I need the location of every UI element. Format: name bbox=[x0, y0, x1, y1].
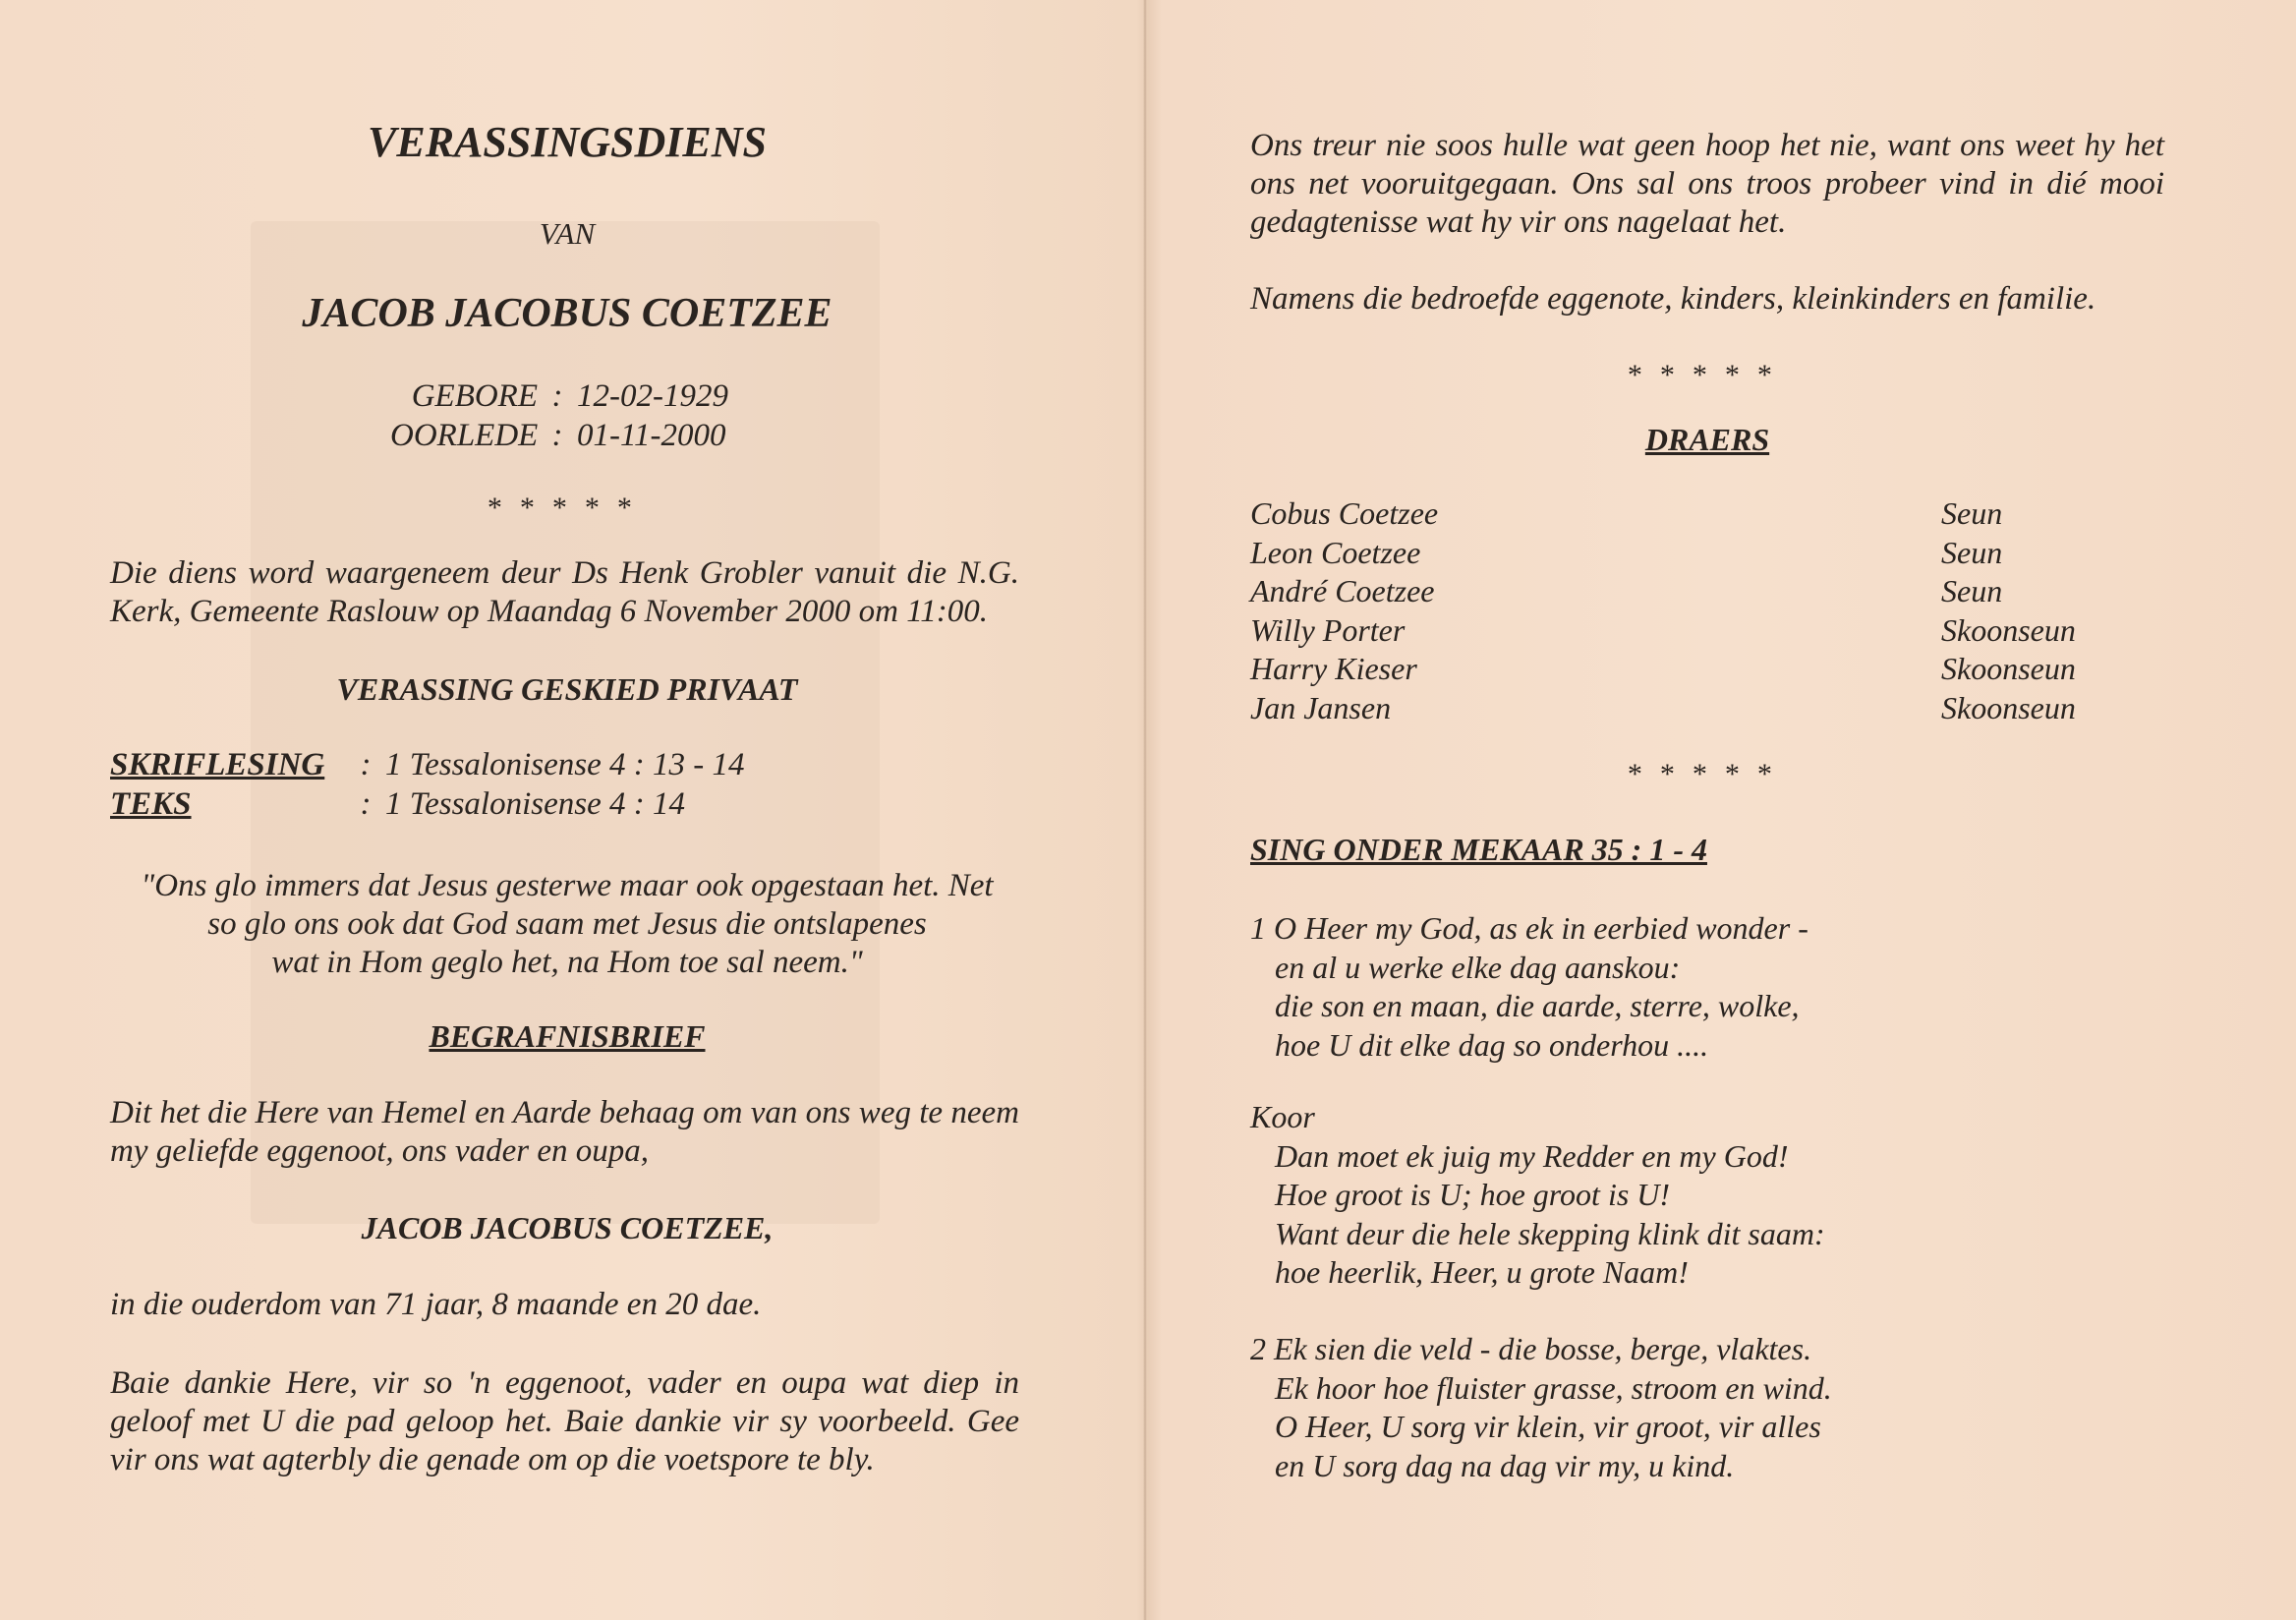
list-item bbox=[1250, 611, 2164, 651]
letter-paragraph-2: Baie dankie Here, vir so 'n eggenoot, vader en oupa wat diep in geloof met U die pad geloop het. Baie dankie vir sy voorbeeld. Gee vir ons wat agterbly die genade om op die voetspore te bly. bbox=[110, 1365, 1019, 1477]
list-item bbox=[1250, 650, 2164, 689]
bearers-list bbox=[1250, 494, 2164, 727]
born-label: GEBORE bbox=[411, 378, 538, 414]
service-text: Die diens word waargeneem deur Ds Henk Grobler vanuit die N.G. Kerk, Gemeente Raslouw op Maandag 6 November 2000 om 11:00. bbox=[110, 555, 1019, 629]
hymn-line: Want deur die hele skepping klink dit saam: bbox=[1275, 1215, 1825, 1251]
list-item bbox=[1250, 494, 2164, 534]
hymn-chorus bbox=[1250, 1098, 2164, 1293]
intro-paragraph: Ons treur nie soos hulle wat geen hoop het nie, want ons weet hy het ons net vooruitgegaan. Ons sal ons troos probeer vind in dié mooi gedagtenisse wat hy vir ons nagelaat het. bbox=[1250, 128, 2164, 240]
quote-line: so glo ons ook dat God saam met Jesus die ontslapenes bbox=[207, 906, 927, 942]
bearer-name: André Coetzee bbox=[1250, 573, 1435, 608]
private-note: VERASSING GESKIED PRIVAAT bbox=[336, 671, 798, 707]
bearer-relation: Seun bbox=[1941, 534, 2003, 570]
bearer-name: Jan Jansen bbox=[1250, 689, 1392, 725]
quote-line: "Ons glo immers dat Jesus gesterwe maar ook opgestaan het. Net bbox=[141, 868, 994, 903]
letter-age: in die ouderdom van 71 jaar, 8 maande en 20 dae. bbox=[110, 1287, 762, 1322]
letter-name: JACOB JACOBUS COETZEE, bbox=[361, 1210, 774, 1245]
hymn-line: O Heer, U sorg vir klein, vir groot, vir alles bbox=[1275, 1409, 1821, 1444]
page-title: VERASSINGSDIENS bbox=[368, 118, 767, 166]
chorus-label: Koor bbox=[1250, 1099, 1315, 1134]
quote-line: wat in Hom geglo het, na Hom toe sal neem." bbox=[271, 945, 863, 980]
hymn-line: 1 O Heer my God, as ek in eerbied wonder - bbox=[1250, 910, 1808, 946]
deceased-name: JACOB JACOBUS COETZEE bbox=[302, 291, 832, 336]
hymn-verse-1 bbox=[1250, 909, 2164, 1065]
separator-stars: ***** bbox=[486, 492, 649, 524]
hymn-verse-2 bbox=[1250, 1330, 2164, 1485]
bearer-relation: Skoonseun bbox=[1941, 651, 2076, 686]
died-date: 01-11-2000 bbox=[577, 418, 726, 453]
hymn-line: Hoe groot is U; hoe groot is U! bbox=[1275, 1177, 1671, 1212]
bearer-relation: Skoonseun bbox=[1941, 611, 2076, 648]
reading-label: SKRIFLESING bbox=[110, 747, 325, 782]
bearer-name: Leon Coetzee bbox=[1250, 534, 1421, 570]
list-item bbox=[1250, 534, 2164, 573]
reading-value: 1 Tessalonisense 4 : 13 - 14 bbox=[385, 747, 745, 782]
readings-block bbox=[110, 745, 744, 824]
hymn-line: 2 Ek sien die veld - die bosse, berge, vlaktes. bbox=[1250, 1331, 1812, 1366]
bearer-name: Harry Kieser bbox=[1250, 651, 1417, 686]
hymn-line: die son en maan, die aarde, sterre, wolke, bbox=[1275, 988, 1800, 1023]
bearers-heading: DRAERS bbox=[1644, 422, 1770, 457]
center-fold bbox=[1143, 0, 1147, 1620]
separator-stars: ***** bbox=[1626, 359, 1789, 391]
scripture-quote bbox=[110, 867, 1024, 982]
hymn-line: hoe heerlik, Heer, u grote Naam! bbox=[1275, 1254, 1689, 1290]
reading-row: SKRIFLESING : 1 Tessalonisense 4 : 13 - 14 bbox=[110, 747, 745, 782]
hymn-line: Ek hoor hoe fluister grasse, stroom en wind. bbox=[1275, 1369, 1832, 1406]
text-row: TEKS : 1 Tessalonisense 4 : 14 bbox=[110, 786, 685, 822]
letter-paragraph-1: Dit het die Here van Hemel en Aarde behaag om van ons weg te neem my geliefde eggenoot, ons vader en oupa, bbox=[110, 1095, 1019, 1169]
dates-block bbox=[390, 376, 728, 455]
died-label: OORLEDE bbox=[390, 418, 539, 453]
text-value: 1 Tessalonisense 4 : 14 bbox=[385, 786, 685, 822]
bearer-relation: Skoonseun bbox=[1941, 689, 2076, 725]
died-row: OORLEDE : 01-11-2000 bbox=[390, 418, 726, 453]
on-behalf-line: Namens die bedroefde eggenote, kinders, kleinkinders en familie. bbox=[1250, 281, 2096, 317]
text-label: TEKS bbox=[110, 786, 192, 822]
letter-heading: BEGRAFNISBRIEF bbox=[429, 1018, 706, 1054]
list-item bbox=[1250, 572, 2164, 611]
hymn-line: en al u werke elke dag aanskou: bbox=[1275, 949, 1681, 985]
hymn-line: hoe U dit elke dag so onderhou .... bbox=[1275, 1026, 1709, 1063]
van-label: VAN bbox=[539, 216, 596, 251]
bearer-name: Willy Porter bbox=[1250, 611, 1406, 648]
separator-stars: ***** bbox=[1626, 758, 1789, 790]
bearer-relation: Seun bbox=[1941, 573, 2003, 608]
born-row: GEBORE : 12-02-1929 bbox=[390, 376, 728, 416]
hymn-line: en U sorg dag na dag vir my, u kind. bbox=[1275, 1447, 1735, 1483]
list-item bbox=[1250, 689, 2164, 728]
bearer-relation: Seun bbox=[1941, 495, 2003, 531]
born-date: 12-02-1929 bbox=[577, 378, 728, 414]
bleed-through-shadow bbox=[251, 221, 880, 1224]
hymn-line: Dan moet ek juig my Redder en my God! bbox=[1275, 1137, 1789, 1174]
hymn-heading: SING ONDER MEKAAR 35 : 1 - 4 bbox=[1250, 832, 1707, 867]
bearer-name: Cobus Coetzee bbox=[1250, 495, 1439, 531]
